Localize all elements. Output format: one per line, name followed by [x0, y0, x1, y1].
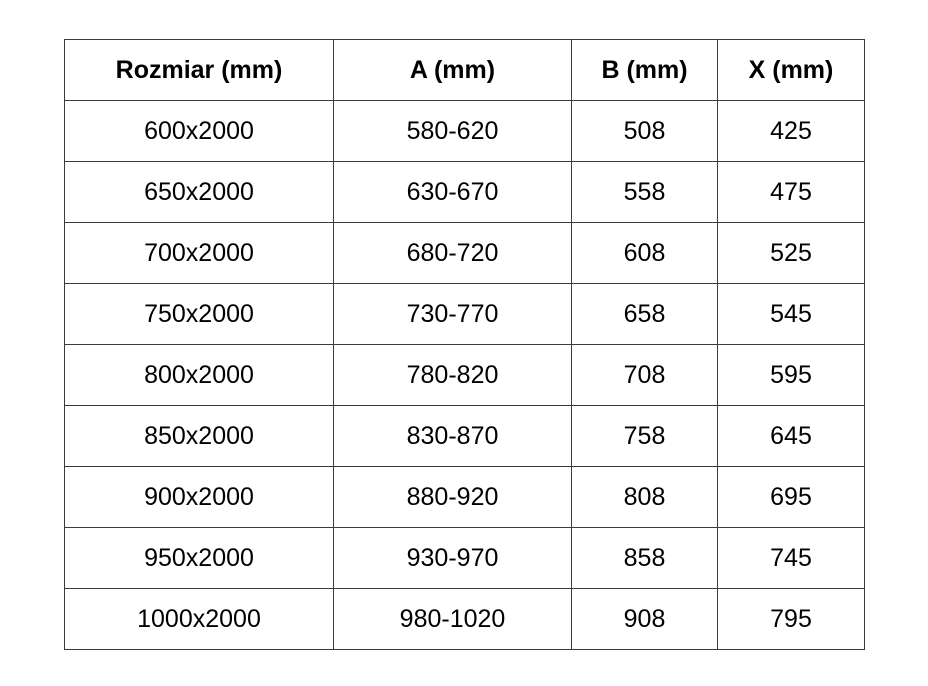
cell-a: 630-670: [334, 162, 572, 223]
cell-b: 508: [572, 101, 718, 162]
header-row: [65, 40, 865, 101]
cell-x: 595: [718, 345, 865, 406]
header-x: X (mm): [718, 40, 865, 101]
table-row: [65, 406, 865, 467]
cell-x: 475: [718, 162, 865, 223]
cell-b: 758: [572, 406, 718, 467]
cell-rozmiar: 600x2000: [65, 101, 334, 162]
table-row: [65, 589, 865, 650]
cell-a: 580-620: [334, 101, 572, 162]
header-rozmiar: Rozmiar (mm): [65, 40, 334, 101]
cell-x: 745: [718, 528, 865, 589]
table-row: [65, 528, 865, 589]
cell-a: 730-770: [334, 284, 572, 345]
table-body: [65, 101, 865, 650]
cell-b: 558: [572, 162, 718, 223]
cell-rozmiar: 700x2000: [65, 223, 334, 284]
cell-b: 658: [572, 284, 718, 345]
cell-a: 680-720: [334, 223, 572, 284]
table-row: [65, 345, 865, 406]
cell-b: 808: [572, 467, 718, 528]
header-b: B (mm): [572, 40, 718, 101]
table-row: [65, 162, 865, 223]
cell-x: 525: [718, 223, 865, 284]
table-header: [65, 40, 865, 101]
cell-rozmiar: 850x2000: [65, 406, 334, 467]
cell-b: 708: [572, 345, 718, 406]
cell-x: 425: [718, 101, 865, 162]
size-table: [64, 39, 865, 650]
table-row: [65, 467, 865, 528]
cell-rozmiar: 950x2000: [65, 528, 334, 589]
table-row: [65, 284, 865, 345]
cell-x: 645: [718, 406, 865, 467]
cell-rozmiar: 650x2000: [65, 162, 334, 223]
cell-x: 795: [718, 589, 865, 650]
cell-rozmiar: 750x2000: [65, 284, 334, 345]
table-row: [65, 101, 865, 162]
table-row: [65, 223, 865, 284]
cell-a: 930-970: [334, 528, 572, 589]
cell-x: 695: [718, 467, 865, 528]
cell-a: 880-920: [334, 467, 572, 528]
cell-rozmiar: 900x2000: [65, 467, 334, 528]
cell-rozmiar: 1000x2000: [65, 589, 334, 650]
cell-a: 830-870: [334, 406, 572, 467]
cell-b: 858: [572, 528, 718, 589]
cell-a: 980-1020: [334, 589, 572, 650]
cell-rozmiar: 800x2000: [65, 345, 334, 406]
cell-a: 780-820: [334, 345, 572, 406]
cell-b: 608: [572, 223, 718, 284]
header-a: A (mm): [334, 40, 572, 101]
cell-b: 908: [572, 589, 718, 650]
cell-x: 545: [718, 284, 865, 345]
